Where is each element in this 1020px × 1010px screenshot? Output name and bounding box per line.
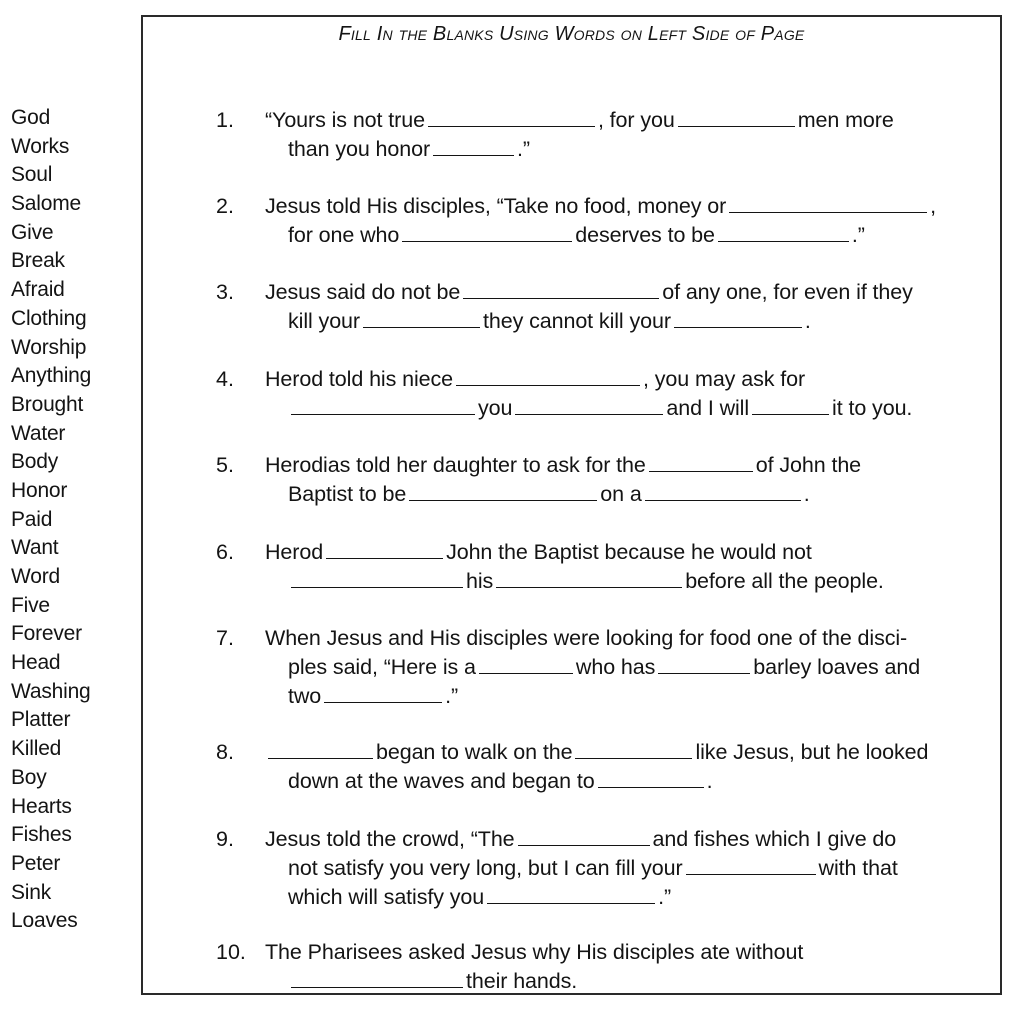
question-text: it to you. [832, 396, 913, 420]
answer-blank[interactable] [598, 767, 704, 788]
question-text: and I will [666, 396, 750, 420]
word-bank-item: Word [11, 565, 60, 588]
answer-blank[interactable] [463, 278, 659, 299]
question-line [265, 106, 894, 134]
question-line [288, 682, 458, 710]
question-line [265, 938, 803, 966]
answer-blank[interactable] [402, 221, 572, 242]
question-text: of John the [755, 453, 862, 477]
answer-blank[interactable] [645, 480, 801, 501]
question-text: . [803, 482, 810, 506]
word-bank-item: Afraid [11, 278, 65, 302]
question-text: his [466, 569, 494, 593]
answer-blank[interactable] [752, 394, 829, 415]
answer-blank[interactable] [363, 307, 480, 328]
question-number: 1. [216, 108, 234, 132]
question-line [265, 451, 861, 479]
word-bank-item: Peter [11, 851, 61, 875]
answer-blank[interactable] [518, 825, 650, 846]
question-text: Jesus told His disciples, “Take no food, money or [265, 194, 727, 218]
question-text: Jesus said do not be [265, 280, 461, 304]
question-number: 8. [216, 740, 234, 764]
word-bank-item: Head [11, 651, 61, 675]
question-text: like Jesus, but he looked [695, 740, 929, 764]
question-text: and fishes which I give do [652, 827, 897, 851]
question-line [288, 967, 577, 995]
word-bank-item: Clothing [11, 306, 87, 330]
question-text: they cannot kill your [482, 309, 671, 333]
question-text: “Yours is not true [265, 108, 425, 132]
answer-blank[interactable] [409, 480, 597, 501]
question-text: for one who [288, 223, 400, 247]
word-bank [11, 104, 136, 936]
word-bank-item: Loaves [11, 909, 78, 933]
answer-blank[interactable] [324, 682, 442, 703]
question-text: barley loaves and [753, 655, 921, 679]
question-text: Baptist to be [288, 482, 407, 506]
question-line [265, 738, 928, 766]
question-line [265, 365, 805, 393]
question-text: .” [851, 223, 865, 247]
question-line [288, 480, 810, 508]
question-text: began to walk on the [376, 740, 573, 764]
word-bank-item: Works [11, 134, 70, 158]
word-bank-item: Platter [11, 708, 71, 732]
question-text: than you honor [288, 137, 431, 161]
question-text: , [930, 194, 937, 218]
answer-blank[interactable] [479, 653, 573, 674]
question-text: two [288, 684, 322, 708]
word-bank-item: Salome [11, 192, 82, 216]
word-bank-item: Honor [11, 478, 68, 502]
word-bank-item: Give [11, 220, 54, 244]
question-text: before all the people. [685, 569, 884, 593]
word-bank-item: Paid [11, 507, 53, 531]
question-line [288, 653, 920, 681]
word-bank-item: Water [11, 421, 66, 445]
word-bank-item: Break [11, 249, 65, 273]
question-text: of any one, for even if they [662, 280, 913, 304]
word-bank-item: Forever [11, 622, 82, 646]
answer-blank[interactable] [268, 738, 373, 759]
question-text: .” [658, 885, 672, 909]
question-line [288, 767, 712, 795]
word-bank-item: Soul [11, 163, 53, 187]
answer-blank[interactable] [326, 538, 443, 559]
answer-blank[interactable] [428, 106, 595, 127]
word-bank-item: Body [11, 450, 59, 474]
question-text: .” [445, 684, 459, 708]
question-number: 4. [216, 367, 234, 391]
question-text: men more [797, 108, 894, 132]
question-text: The Pharisees asked Jesus why His disciples ate without [265, 940, 804, 964]
question-text: their hands. [466, 969, 578, 993]
answer-blank[interactable] [575, 738, 692, 759]
question-text: . [804, 309, 811, 333]
question-line [265, 278, 913, 306]
question-text: Jesus told the crowd, “The [265, 827, 515, 851]
question-text: kill your [288, 309, 360, 333]
answer-blank[interactable] [433, 135, 514, 156]
word-bank-item: Boy [11, 765, 47, 789]
question-text: , you may ask for [643, 367, 806, 391]
question-text: who has [575, 655, 656, 679]
question-text: ples said, “Here is a [288, 655, 476, 679]
question-line [265, 825, 896, 853]
answer-blank[interactable] [718, 221, 849, 242]
answer-blank[interactable] [686, 854, 816, 875]
question-text: down at the waves and began to [288, 769, 595, 793]
answer-blank[interactable] [456, 365, 640, 386]
answer-blank[interactable] [496, 567, 682, 588]
question-text: When Jesus and His disciples were looking for food one of the disci- [265, 626, 908, 650]
question-text: on a [600, 482, 642, 506]
word-bank-item: Want [11, 536, 59, 560]
word-bank-item: Sink [11, 880, 52, 904]
question-text: deserves to be [575, 223, 715, 247]
answer-blank[interactable] [729, 192, 927, 213]
word-bank-item: Worship [11, 335, 87, 359]
page-title: Fill In the Blanks Using Words on Left Side of Page [338, 23, 805, 45]
question-text: Herod [265, 540, 324, 564]
question-line [288, 854, 898, 882]
question-number: 6. [216, 540, 234, 564]
answer-blank[interactable] [291, 567, 463, 588]
word-bank-item: Hearts [11, 794, 72, 818]
answer-blank[interactable] [649, 451, 753, 472]
question-line [265, 538, 812, 566]
question-line [288, 135, 530, 163]
question-text: John the Baptist because he would not [446, 540, 812, 564]
question-number: 10. [216, 940, 246, 964]
answer-blank[interactable] [678, 106, 795, 127]
question-line [265, 624, 907, 652]
word-bank-item: Brought [11, 392, 84, 416]
question-line [288, 883, 671, 911]
question-number: 9. [216, 827, 234, 851]
question-line [288, 567, 884, 595]
question-text: with that [818, 856, 898, 880]
question-number: 3. [216, 280, 234, 304]
question-text: .” [517, 137, 530, 161]
answer-blank[interactable] [674, 307, 802, 328]
question-text: , for you [597, 108, 675, 132]
word-bank-item: Anything [11, 364, 92, 388]
question-text: not satisfy you very long, but I can fill your [288, 856, 683, 880]
question-number: 5. [216, 453, 234, 477]
question-text: Herodias told her daughter to ask for the [265, 453, 646, 477]
question-number: 2. [216, 194, 234, 218]
question-text: Herod told his niece [265, 367, 454, 391]
word-bank-item: God [11, 106, 51, 129]
answer-blank[interactable] [291, 967, 463, 988]
word-bank-item: Five [11, 593, 50, 617]
worksheet-panel [141, 15, 1002, 995]
word-bank-item: Washing [11, 679, 91, 703]
question-line [288, 394, 912, 422]
question-text: you [478, 396, 513, 420]
answer-blank[interactable] [487, 883, 655, 904]
question-number: 7. [216, 626, 234, 650]
answer-blank[interactable] [658, 653, 750, 674]
answer-blank[interactable] [291, 394, 475, 415]
word-bank-item: Killed [11, 737, 62, 761]
question-line [265, 192, 936, 220]
answer-blank[interactable] [515, 394, 663, 415]
question-text: . [706, 769, 713, 793]
question-line [288, 221, 865, 249]
question-text: which will satisfy you [288, 885, 485, 909]
question-line [288, 307, 811, 335]
word-bank-item: Fishes [11, 823, 72, 847]
